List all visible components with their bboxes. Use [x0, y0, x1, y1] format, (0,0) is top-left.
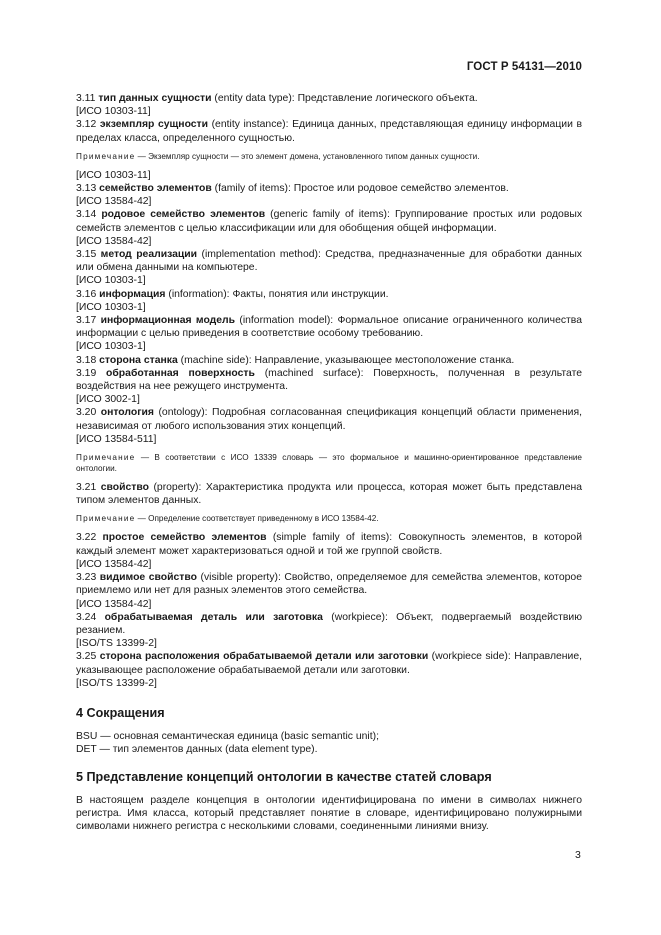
- entry-number: 3.11: [76, 93, 96, 104]
- entry-term: простое семейство элементов: [102, 532, 267, 544]
- entry-definition: (generic family of items): Группирование простых или родовых семейств элементов с целью классификации или для обобщения общей информации.: [76, 209, 583, 234]
- section-ontology-concepts: [76, 770, 582, 834]
- entry-definition: (workpiece): Объект, подвергаемый воздействию резанием.: [76, 611, 583, 636]
- section-abbreviations: [76, 706, 582, 756]
- entry-term: информационная модель: [100, 315, 236, 327]
- entry-definition: (ontology): Подробная согласованная спецификация концепций области применения, независимая от любого использования этих концепций.: [76, 407, 582, 432]
- entry-reference: [ИСО 13584-42]: [76, 598, 152, 610]
- definition-entry: [76, 354, 582, 367]
- definition-entry: [76, 248, 582, 274]
- entry-term: обработанная поверхность: [106, 367, 255, 379]
- abbr-item: [76, 743, 582, 756]
- entry-reference: [ИСО 13584-42]: [76, 196, 152, 208]
- entry-number: 3.12: [76, 119, 97, 131]
- entry-number: 3.23: [76, 572, 97, 584]
- entry-definition: (entity data type): Представление логического объекта.: [211, 93, 478, 104]
- entry-number: 3.19: [76, 367, 97, 379]
- entry-definition: (machine side): Направление, указывающее местоположение станка.: [177, 354, 515, 366]
- page-number: 3: [575, 849, 581, 861]
- entry-note: [76, 151, 582, 162]
- entry-definition: (simple family of items): Совокупность элементов, в которой каждый элемент может характеризоваться одной и той же группой свойств.: [76, 532, 583, 557]
- entry-definition: (information): Факты, понятия или инструкции.: [165, 288, 389, 300]
- definitions-list: [76, 92, 582, 690]
- note-text: — В соответствии с ИСО 13339 словарь — это формальное и машинно-ориентированное представление онтологии.: [76, 453, 582, 474]
- entry-reference: [ISO/TS 13399-2]: [76, 638, 157, 650]
- entry-definition: (information model): Формальное описание ограниченного количества информации с целью приведения в соответствие особому требованию.: [76, 315, 582, 340]
- entry-term: сторона расположения обрабатываемой детали или заготовки: [99, 651, 429, 663]
- note-text: — Определение соответствует приведенному в ИСО 13584-42.: [135, 514, 379, 524]
- section-5-title: 5 Представление концепций онтологии в качестве статей словаря: [76, 770, 492, 784]
- entry-definition: (visible property): Свойство, определяемое для семейства элементов, которое приемлемо или нет для разных элементов этого семейства.: [76, 572, 582, 597]
- entry-number: 3.20: [76, 407, 97, 419]
- note-label: Примечание: [76, 453, 136, 463]
- note-label: Примечание: [76, 514, 136, 524]
- definition-entry: [76, 406, 582, 432]
- definition-entry: [76, 288, 582, 301]
- section-5-paragraph: В настоящем разделе концепция в онтологии идентифицирована по имени в символах нижнего регистра. Имя класса, который представляет понятие в словаре, идентифицировано полужирными символами нижнего регистра с несколькими словами, соединенными линиями внизу.: [76, 795, 582, 833]
- definition-entry: [76, 650, 582, 676]
- definition-entry: [76, 481, 582, 507]
- entry-reference: [ИСО 10303-1]: [76, 301, 146, 313]
- definition-entry: [76, 531, 582, 557]
- entry-term: тип данных сущности: [98, 93, 212, 104]
- entry-number: 3.25: [76, 651, 97, 663]
- entry-term: метод реализации: [100, 249, 198, 261]
- section-4-title: 4 Сокращения: [76, 706, 165, 720]
- entry-reference: [ISO/TS 13399-2]: [76, 677, 157, 689]
- entry-number: 3.21: [76, 482, 97, 494]
- note-label: Примечание: [76, 151, 136, 161]
- standard-header: ГОСТ Р 54131—2010: [466, 61, 582, 73]
- entry-number: 3.15: [76, 249, 97, 261]
- definition-entry: [76, 118, 582, 144]
- entry-term: семейство элементов: [99, 183, 212, 195]
- abbr-item: [76, 730, 582, 743]
- entry-number: 3.16: [76, 288, 97, 300]
- entry-reference: [ИСО 13584-511]: [76, 433, 157, 445]
- entry-term: родовое семейство элементов: [101, 209, 266, 221]
- entry-number: 3.17: [76, 315, 97, 327]
- entry-reference: [ИСО 10303-1]: [76, 341, 146, 353]
- entry-reference: [ИСО 10303-1]: [76, 275, 146, 287]
- note-text: — Экземпляр сущности — это элемент домена, установленного типом данных сущности.: [135, 151, 480, 161]
- entry-definition: (family of items): Простое или родовое семейство элементов.: [211, 183, 509, 195]
- definition-entry: [76, 571, 582, 597]
- entry-number: 3.18: [76, 354, 97, 366]
- entry-definition: (property): Характеристика продукта или процесса, которая может быть представлена типом элементов данных.: [76, 482, 583, 507]
- entry-term: онтология: [100, 407, 154, 419]
- entry-term: информация: [99, 288, 166, 300]
- entry-number: 3.22: [76, 532, 97, 544]
- entry-definition: (machined surface): Поверхность, полученная в результате воздействия на нее режущего инструмента.: [76, 367, 582, 393]
- entry-note: [76, 513, 582, 524]
- entry-definition: (implementation method): Средства, предназначенные для обработки данных или обмена данными на компьютере.: [76, 249, 582, 274]
- definition-entry: [76, 92, 582, 105]
- entry-term: экземпляр сущности: [99, 119, 209, 131]
- abbr-key: BSU: [76, 731, 98, 742]
- entry-number: 3.13: [76, 183, 97, 195]
- entry-term: видимое свойство: [99, 572, 197, 584]
- entry-number: 3.14: [76, 209, 97, 221]
- entry-term: обрабатываемая деталь или заготовка: [104, 611, 323, 623]
- definition-entry: [76, 182, 582, 195]
- definition-entry: [76, 367, 582, 393]
- entry-definition: (workpiece side): Направление, указывающее расположение обрабатываемой детали или заготовки.: [76, 651, 583, 676]
- entry-note: [76, 452, 582, 474]
- abbr-key: DET: [76, 744, 97, 756]
- abbr-text: — тип элементов данных (data element type).: [96, 744, 318, 756]
- entry-reference: [ИСО 13584-42]: [76, 235, 152, 247]
- entry-reference: [ИСО 10303-11]: [76, 169, 151, 181]
- entry-term: сторона станка: [99, 354, 178, 366]
- entry-term: свойство: [100, 482, 149, 494]
- definition-entry: [76, 314, 582, 340]
- entry-reference: [ИСО 3002-1]: [76, 394, 140, 406]
- abbr-text: — основная семантическая единица (basic semantic unit);: [97, 731, 379, 742]
- entry-reference: [ИСО 10303-11]: [76, 106, 151, 118]
- entry-number: 3.24: [76, 611, 97, 623]
- definition-entry: [76, 208, 582, 234]
- entry-reference: [ИСО 13584-42]: [76, 558, 152, 570]
- definition-entry: [76, 611, 582, 637]
- entry-definition: (entity instance): Единица данных, представляющая единицу информации в пределах класса, определенного сущностью.: [76, 119, 582, 144]
